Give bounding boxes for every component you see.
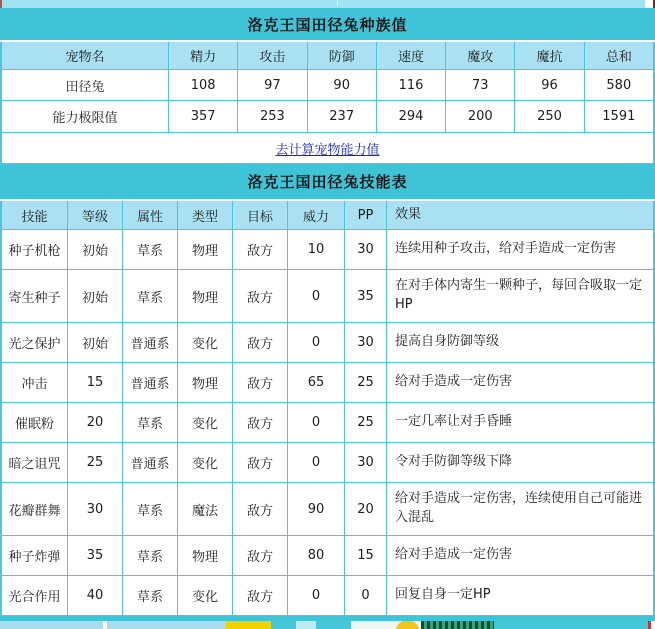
stats-column-header: 宠物名 bbox=[2, 42, 169, 69]
skill-power-cell: 0 bbox=[288, 443, 345, 482]
calc-pet-ability-link[interactable]: 去计算宠物能力值 bbox=[275, 142, 380, 158]
calc-link-row bbox=[0, 133, 655, 164]
skill-power-cell: 80 bbox=[288, 536, 345, 575]
page-top-edge bbox=[0, 0, 655, 8]
pet-name-cell: 能力极限值 bbox=[2, 101, 169, 132]
stat-value-cell: 357 bbox=[169, 101, 238, 132]
skills-column-header: 类型 bbox=[178, 201, 233, 229]
skill-type-cell: 魔法 bbox=[178, 483, 233, 535]
bottom-image-strip-segment bbox=[296, 621, 316, 629]
skill-power-cell: 65 bbox=[288, 363, 345, 402]
skill-power-cell: 90 bbox=[288, 483, 345, 535]
skill-level-cell: 初始 bbox=[68, 323, 123, 362]
skills-header-row bbox=[0, 201, 655, 230]
skill-name-cell: 花瓣群舞 bbox=[2, 483, 68, 535]
stats-column-header: 防御 bbox=[308, 42, 377, 69]
skill-name-cell: 暗之诅咒 bbox=[2, 443, 68, 482]
skill-target-cell: 敌方 bbox=[233, 576, 288, 615]
stat-value-cell: 253 bbox=[238, 101, 307, 132]
skill-attribute-cell: 普通系 bbox=[123, 323, 178, 362]
skill-level-cell: 25 bbox=[68, 443, 123, 482]
skill-effect-cell: 给对手造成一定伤害，连续使用自己可能进入混乱 bbox=[395, 491, 643, 525]
skill-row bbox=[0, 576, 655, 616]
skill-power-cell: 10 bbox=[288, 230, 345, 269]
stats-header-row bbox=[0, 42, 655, 70]
bottom-image-strip-segment bbox=[271, 621, 296, 629]
skill-target-cell: 敌方 bbox=[233, 323, 288, 362]
skill-name-cell: 催眠粉 bbox=[2, 403, 68, 442]
bottom-image-strip-segment bbox=[316, 621, 351, 629]
skills-column-header: 等级 bbox=[68, 201, 123, 229]
skill-attribute-cell: 草系 bbox=[123, 576, 178, 615]
skill-pp-cell: 25 bbox=[345, 403, 387, 442]
stats-column-header: 攻击 bbox=[238, 42, 307, 69]
skill-type-cell: 物理 bbox=[178, 536, 233, 575]
skill-type-cell: 物理 bbox=[178, 230, 233, 269]
skill-pp-cell: 15 bbox=[345, 536, 387, 575]
skills-column-header: 威力 bbox=[288, 201, 345, 229]
skills-table-title: 洛克王国田径兔技能表 bbox=[0, 164, 655, 201]
pet-name-cell: 田径兔 bbox=[2, 70, 169, 100]
skill-power-cell: 0 bbox=[288, 270, 345, 322]
skill-level-cell: 35 bbox=[68, 536, 123, 575]
skill-name-cell: 光之保护 bbox=[2, 323, 68, 362]
skills-column-header: 技能 bbox=[2, 201, 68, 229]
skill-target-cell: 敌方 bbox=[233, 230, 288, 269]
skill-row bbox=[0, 536, 655, 576]
skill-target-cell: 敌方 bbox=[233, 483, 288, 535]
skill-attribute-cell: 草系 bbox=[123, 483, 178, 535]
skill-attribute-cell: 普通系 bbox=[123, 363, 178, 402]
skill-row bbox=[0, 230, 655, 270]
skill-name-cell: 冲击 bbox=[2, 363, 68, 402]
bottom-image-strip-segment bbox=[351, 621, 394, 629]
skill-target-cell: 敌方 bbox=[233, 443, 288, 482]
skill-level-cell: 20 bbox=[68, 403, 123, 442]
bottom-image-strip-segment bbox=[0, 621, 103, 629]
stats-column-header: 魔抗 bbox=[515, 42, 584, 69]
skill-level-cell: 15 bbox=[68, 363, 123, 402]
stats-row bbox=[0, 70, 655, 101]
skill-attribute-cell: 草系 bbox=[123, 536, 178, 575]
stat-value-cell: 97 bbox=[238, 70, 307, 100]
skill-type-cell: 变化 bbox=[178, 443, 233, 482]
bottom-image-strip-segment bbox=[107, 621, 226, 629]
skill-pp-cell: 0 bbox=[345, 576, 387, 615]
stats-column-header: 魔攻 bbox=[446, 42, 515, 69]
skill-power-cell: 0 bbox=[288, 576, 345, 615]
stats-row bbox=[0, 101, 655, 133]
stat-value-cell: 108 bbox=[169, 70, 238, 100]
skill-power-cell: 0 bbox=[288, 403, 345, 442]
bottom-image-strip-segment bbox=[226, 621, 271, 629]
skills-column-header: PP bbox=[345, 201, 387, 229]
skill-row bbox=[0, 403, 655, 443]
stats-column-header: 总和 bbox=[585, 42, 653, 69]
stat-value-cell: 294 bbox=[377, 101, 446, 132]
stat-value-cell: 580 bbox=[606, 77, 632, 93]
bottom-image-strip-segment bbox=[651, 621, 655, 629]
bottom-image-strip-segment bbox=[421, 621, 494, 629]
skill-pp-cell: 30 bbox=[345, 230, 387, 269]
skill-level-cell: 30 bbox=[68, 483, 123, 535]
stat-value-cell: 116 bbox=[377, 70, 446, 100]
skill-type-cell: 物理 bbox=[178, 270, 233, 322]
stat-value-cell: 90 bbox=[308, 70, 377, 100]
stat-value-cell: 96 bbox=[515, 70, 584, 100]
bottom-image-strip-segment bbox=[394, 621, 421, 629]
skill-attribute-cell: 草系 bbox=[123, 270, 178, 322]
skill-target-cell: 敌方 bbox=[233, 363, 288, 402]
stats-table-title: 洛克王国田径兔种族值 bbox=[0, 8, 655, 42]
skill-effect-cell: 给对手造成一定伤害 bbox=[395, 547, 513, 563]
bottom-image-strip-segment bbox=[494, 621, 648, 629]
skill-effect-cell: 给对手造成一定伤害 bbox=[395, 374, 513, 390]
bottom-image-strip bbox=[0, 621, 655, 629]
skill-effect-cell: 在对手体内寄生一颗种子，每回合吸取一定HP bbox=[395, 278, 643, 312]
skill-effect-cell: 令对手防御等级下降 bbox=[395, 454, 513, 470]
top-strip-divider bbox=[337, 0, 338, 6]
skill-level-cell: 40 bbox=[68, 576, 123, 615]
stat-value-cell: 250 bbox=[515, 101, 584, 132]
skill-attribute-cell: 普通系 bbox=[123, 443, 178, 482]
stat-value-cell: 73 bbox=[446, 70, 515, 100]
stat-value-cell: 237 bbox=[308, 101, 377, 132]
skills-column-header: 属性 bbox=[123, 201, 178, 229]
skill-target-cell: 敌方 bbox=[233, 403, 288, 442]
skill-pp-cell: 30 bbox=[345, 443, 387, 482]
stats-table-body bbox=[0, 70, 655, 133]
skill-type-cell: 变化 bbox=[178, 576, 233, 615]
skills-column-header: 目标 bbox=[233, 201, 288, 229]
skill-row bbox=[0, 323, 655, 363]
skill-power-cell: 0 bbox=[288, 323, 345, 362]
stat-value-cell: 200 bbox=[446, 101, 515, 132]
stat-value-cell: 1591 bbox=[602, 109, 636, 124]
skill-row bbox=[0, 443, 655, 483]
skill-type-cell: 变化 bbox=[178, 403, 233, 442]
skill-name-cell: 光合作用 bbox=[2, 576, 68, 615]
skill-name-cell: 种子炸弹 bbox=[2, 536, 68, 575]
skill-pp-cell: 25 bbox=[345, 363, 387, 402]
stats-column-header: 精力 bbox=[169, 42, 238, 69]
stats-column-header: 速度 bbox=[377, 42, 446, 69]
skill-name-cell: 寄生种子 bbox=[2, 270, 68, 322]
skills-table-body bbox=[0, 230, 655, 616]
skills-column-header: 效果 bbox=[387, 201, 653, 229]
skill-effect-cell: 一定几率让对手昏睡 bbox=[395, 414, 513, 430]
skill-effect-cell: 连续用种子攻击，给对手造成一定伤害 bbox=[395, 241, 617, 257]
skill-level-cell: 初始 bbox=[68, 270, 123, 322]
top-right-white-gap bbox=[645, 0, 653, 8]
skill-target-cell: 敌方 bbox=[233, 270, 288, 322]
skill-attribute-cell: 草系 bbox=[123, 403, 178, 442]
skill-effect-cell: 提高自身防御等级 bbox=[395, 334, 500, 350]
skill-row bbox=[0, 483, 655, 536]
skill-type-cell: 变化 bbox=[178, 323, 233, 362]
skill-type-cell: 物理 bbox=[178, 363, 233, 402]
skill-target-cell: 敌方 bbox=[233, 536, 288, 575]
top-left-red-mark bbox=[0, 0, 2, 8]
skill-attribute-cell: 草系 bbox=[123, 230, 178, 269]
skill-row bbox=[0, 363, 655, 403]
skill-effect-cell: 回复自身一定HP bbox=[395, 587, 491, 603]
skill-level-cell: 初始 bbox=[68, 230, 123, 269]
skill-pp-cell: 35 bbox=[345, 270, 387, 322]
skill-name-cell: 种子机枪 bbox=[2, 230, 68, 269]
skill-pp-cell: 20 bbox=[345, 483, 387, 535]
skill-pp-cell: 30 bbox=[345, 323, 387, 362]
skill-row bbox=[0, 270, 655, 323]
